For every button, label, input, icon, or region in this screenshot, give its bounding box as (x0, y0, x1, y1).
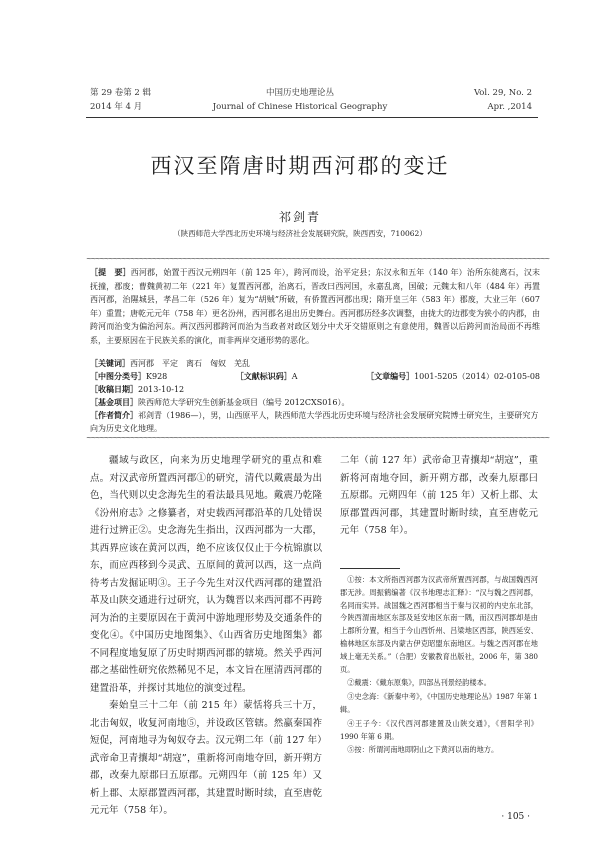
wavy-divider-top (86, 257, 538, 261)
volume-issue-en: Vol. 29, No. 2 (473, 88, 532, 98)
author-intro-label: ［作者简介］ (90, 410, 138, 420)
clc-label: ［中图分类号］ (90, 371, 146, 381)
received-value: 2013-10-12 (138, 385, 185, 394)
article-no-label: ［文章编号］ (366, 371, 415, 381)
author-affiliation: （陕西师范大学西北历史环境与经济社会发展研究院，陕西西安，710062） (173, 229, 427, 238)
footnotes (340, 574, 538, 758)
keywords-label: ［关键词］ (90, 358, 130, 368)
header-rule (86, 117, 538, 118)
abstract-text: 西河郡，始置于西汉元朔四年（前 125 年），跨河而设，治平定县；东汉永和五年（140 年）治所东徙离石，汉末抚撞，郡废；曹魏黄初二年（221 年）复置西河郡，治离石，晋改曰西河国，永嘉乱离，国破；元魏太和八年（484 年）再置西河郡，治隰城县，孝昌二年（526 年）复为“胡贼”所破，有侨置西河郡出现；隋开皇三年（583 年）郡废，大业三年（607 年）重置；唐乾元元年（758 年）更名汾州，西河郡名退出历史舞台。西河郡历经多次调整，由拢大的边郡变为狭小的内郡，由跨河而治变为偏治河东。两汉西河郡跨河而治为当政者对政区划分中犬牙交错原则之有意使用，魏晋以后跨河而治局面不再维系，主要原因在于民族关系的演化，而非两岸交通形势的恶化。 (90, 268, 541, 345)
page-number: · 105 · (501, 812, 530, 822)
body-left-column (90, 452, 322, 816)
doc-code-label: ［文献标识码］ (235, 371, 292, 381)
clc-value: K928 (146, 372, 168, 381)
publication-date: 2014 年 4 月 (90, 102, 143, 112)
fund-project (90, 396, 540, 409)
article-no-value: 1001-5205（2014）02-0105-08 (414, 372, 540, 381)
journal-name-en: Journal of Chinese Historical Geography (212, 102, 388, 112)
footnote-item: ⑤按：所谓河南地即阴山之下黄河以南的地方。 (347, 745, 499, 755)
classification-row (90, 370, 600, 383)
article-author: 祁剑青 (278, 210, 321, 224)
journal-volume-info-en (474, 86, 532, 114)
author-intro-value: 祁剑青（1986—），男，山西原平人，陕西师范大学西北历史环境与经济社会发展研究院博士研究生，主要研究方向为历史文化地理。 (90, 411, 539, 433)
body-right-column (340, 452, 538, 556)
keywords-value: 西河郡 平定 离石 匈奴 羌乱 (130, 359, 250, 368)
received-date (90, 383, 540, 396)
article-title: 西汉至隋唐时期西河郡的变迁 (150, 154, 450, 178)
journal-name-cn: 中国历史地理论丛 (265, 88, 334, 98)
author-intro (90, 409, 540, 435)
fund-value: 陕西师范大学研究生创新基金项目（编号 2012CXS016）。 (138, 398, 350, 407)
keywords (90, 357, 540, 370)
received-label: ［收稿日期］ (90, 384, 138, 394)
body-paragraph-2: 秦始皇三十二年（前 215 年）蒙恬将兵三十万，北击匈奴，收复河南地⑤，并设政区管辖。然嬴秦国祚短促，河南地寻为匈奴夺去。汉元朔二年（前 127 年）武帝命卫青攘却“胡寇”，重新将河南地夺回，新开朔方郡，改秦九原郡曰五原郡。元朔四年（前 125 年）又析上郡、太原郡置西河郡，其建置时断时续，直至唐乾元元年（758 年）。 (90, 700, 322, 816)
footnote-item: ①按：本文所指西河郡为汉武帝所置西河郡，与战国魏西河郡无涉。周振鹤编著《汉书地理志汇释》：“汉与魏之西河郡，名同而实异。战国魏之西河郡相当于秦与汉初的内史东北部，今陕西渭南地区东部及延安地区东南一隅，而汉西河郡却是由上郡所分置，相当于今山西忻州、吕梁地区西部，陕西延安、榆林地区东部及内蒙古伊克昭盟东南地区。与魏之西河郡在地域上毫无关系。”（合肥）安徽教育出版社，2006 年，第 380 页。 (340, 575, 538, 674)
abstract-label: ［提 要］ (90, 267, 131, 277)
body-paragraph-2-continued: 二年（前 127 年）武帝命卫青攘却“胡寇”，重新将河南地夺回，新开朔方郡，改秦九原郡曰五原郡。元朔四年（前 125 年）又析上郡、太原郡置西河郡，其建置时断时续，直至唐乾元元年（758 年）。 (340, 455, 538, 536)
footnote-item: ②戴震：《戴东原集》，四部丛刊景经韵楼本。 (347, 678, 491, 688)
volume-issue: 第 29 卷第 2 辑 (90, 88, 152, 98)
abstract (90, 266, 540, 347)
wavy-divider-bottom (86, 436, 538, 440)
footnote-item: ③史念海：《新秦中考》，《中国历史地理论丛》1987 年第 1 辑。 (340, 692, 538, 714)
footnote-rule (340, 568, 400, 569)
footnote-item: ④王子今：《汉代西河郡建置及山陕交通》，《晋阳学刊》1990 年第 6 期。 (340, 718, 538, 741)
fund-label: ［基金项目］ (90, 397, 138, 407)
publication-date-en: Apr. ,2014 (487, 102, 532, 112)
doc-code-value: A (291, 372, 298, 381)
body-paragraph-1: 疆域与政区，向来为历史地理学研究的重点和难点。对汉武帝所置西河郡①的研究，清代以戴震最为出色，当代则以史念海先生的看法最具见地。戴震乃乾隆《汾州府志》之修纂者，对史载西河郡沿革的几处错误进行过辨正②。史念海先生指出，汉西河郡为一大郡，其西界应该在黄河以西，绝不应该仅仅止于今杭锦旗以东，而应西移到今灵武、五原间的黄河以西，这一点尚待考古发掘证明③。王子今先生对汉代西河郡的建置沿革及山陕交通进行过研究，认为魏晋以来西河郡不再跨河为治的主要原因在于黄河中游地理形势及交通条件的变化④。《中国历史地图集》、《山西省历史地图集》都不同程度地复原了历史时期西河郡的辖境。然关乎西河郡之基础性研究依然稀见不足，本文旨在厘清西河郡的建置沿革，并探讨其地位的演变过程。 (90, 455, 322, 694)
